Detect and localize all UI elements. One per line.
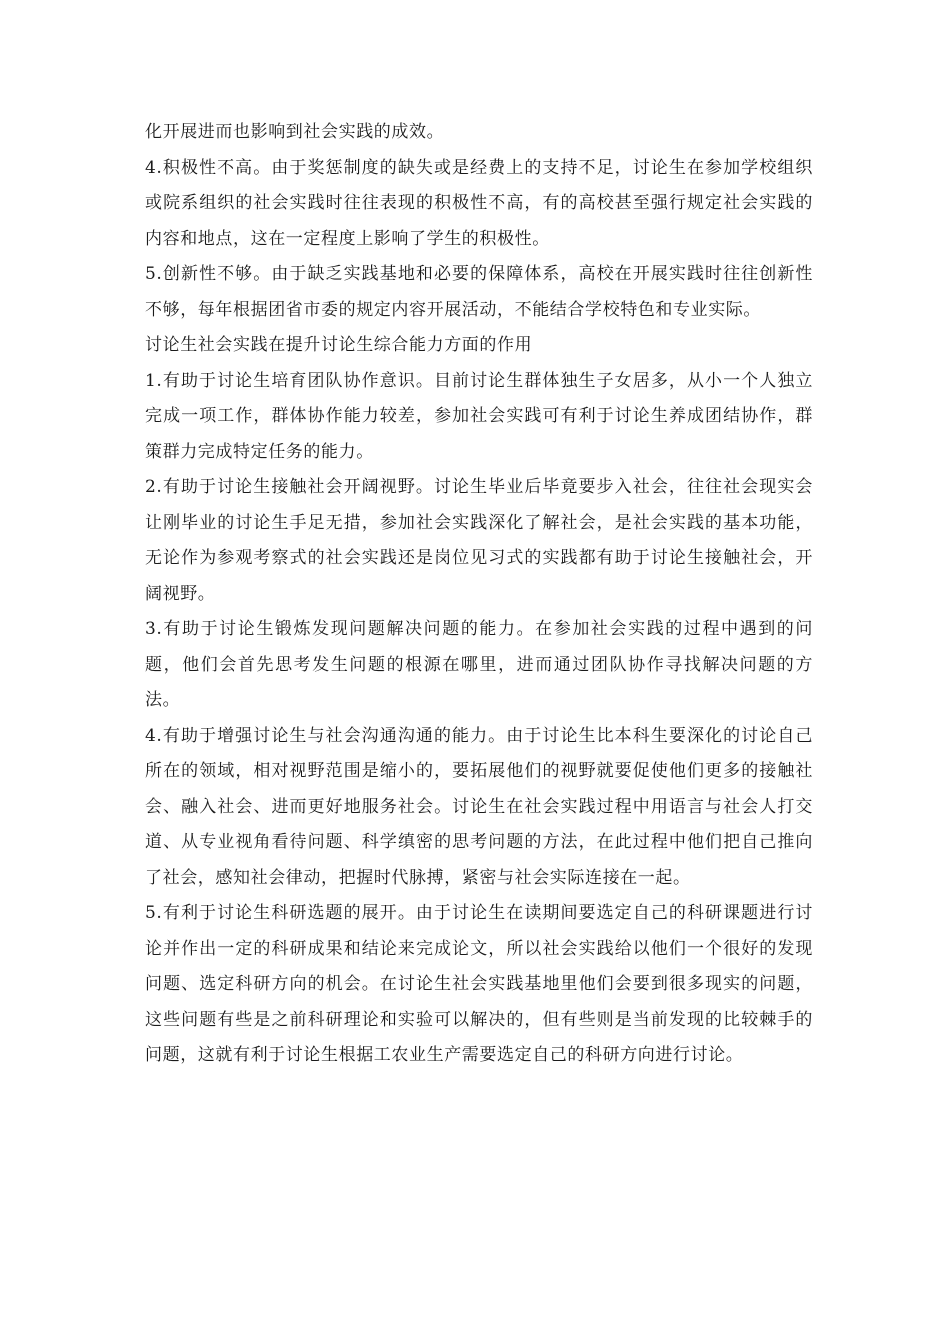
paragraph-continuation: 化开展进而也影响到社会实践的成效。 — [145, 122, 445, 142]
paragraph-role-3: 3.有助于讨论生锻炼发现问题解决问题的能力。在参加社会实践的过程中遇到的问题，他们会首先思考发生问题的根源在哪里，进而通过团队协作寻找解决问题的方法。 — [145, 619, 813, 710]
document-body — [145, 115, 813, 1074]
paragraph-problem-5: 5.创新性不够。由于缺乏实践基地和必要的保障体系，高校在开展实践时往往创新性不够，每年根据团省市委的规定内容开展活动，不能结合学校特色和专业实际。 — [145, 264, 813, 320]
paragraph-role-5: 5.有利于讨论生科研选题的展开。由于讨论生在读期间要选定自己的科研课题进行讨论并作出一定的科研成果和结论来完成论文，所以社会实践给以他们一个很好的发现问题、选定科研方向的机会。在讨论生社会实践基地里他们会要到很多现实的问题，这些问题有些是之前科研理论和实验可以解决的，但有些则是当前发现的比较棘手的问题，这就有利于讨论生根据工农业生产需要选定自己的科研方向进行讨论。 — [145, 903, 813, 1065]
paragraph-problem-4: 4.积极性不高。由于奖惩制度的缺失或是经费上的支持不足，讨论生在参加学校组织或院系组织的社会实践时往往表现的积极性不高，有的高校甚至强行规定社会实践的内容和地点，这在一定程度上影响了学生的积极性。 — [145, 157, 813, 249]
section-heading: 讨论生社会实践在提升讨论生综合能力方面的作用 — [145, 335, 533, 355]
paragraph-role-2: 2.有助于讨论生接触社会开阔视野。讨论生毕业后毕竟要步入社会，往往社会现实会让刚毕业的讨论生手足无措，参加社会实践深化了解社会，是社会实践的基本功能，无论作为参观考察式的社会实践还是岗位见习式的实践都有助于讨论生接触社会，开阔视野。 — [145, 477, 813, 604]
paragraph-role-1: 1.有助于讨论生培育团队协作意识。目前讨论生群体独生子女居多，从小一个人独立完成一项工作，群体协作能力较差，参加社会实践可有利于讨论生养成团结协作，群策群力完成特定任务的能力。 — [145, 370, 813, 462]
paragraph-role-4: 4.有助于增强讨论生与社会沟通沟通的能力。由于讨论生比本科生要深化的讨论自己所在的领域，相对视野范围是缩小的，要拓展他们的视野就要促使他们更多的接触社会、融入社会、进而更好地服务社会。讨论生在社会实践过程中用语言与社会人打交道、从专业视角看待问题、科学缜密的思考问题的方法，在此过程中他们把自己推向了社会，感知社会律动，把握时代脉搏，紧密与社会实际连接在一起。 — [145, 725, 813, 888]
